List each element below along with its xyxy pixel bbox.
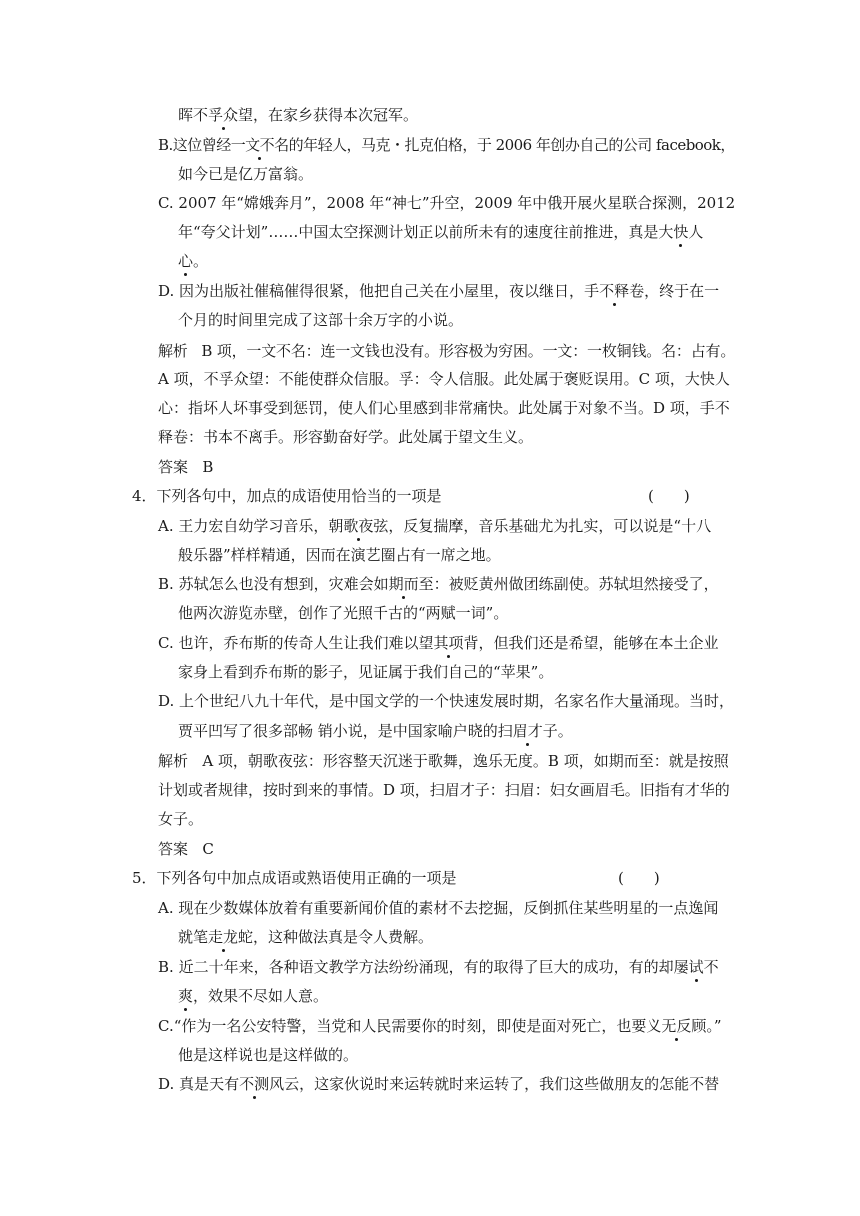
q3-option-b-line1: [158, 134, 735, 156]
dotted-idiom: 如期而至: [373, 575, 434, 593]
q3-option-d-line1: [158, 280, 719, 302]
q3-option-c-line1: [158, 192, 735, 214]
q3-option-c-line2: [178, 221, 703, 243]
q4-answer: [158, 838, 214, 860]
q3-analysis-line4: 释卷：书本不离手。形容勤奋好学。此处属于望文生义。: [158, 428, 534, 446]
analysis-label: 解析: [158, 342, 188, 360]
answer-value: B: [202, 458, 214, 476]
q3-analysis-line2: A 项，不孚众望：不能使群众信服。孚：令人信服。此处属于褒贬误用。C 项，大快人: [158, 370, 730, 388]
text: 年“夸父计划”……中国太空探测计划正以前所未有的速度往前推进，真是: [178, 223, 659, 241]
q4-analysis-line1: [158, 750, 729, 772]
text: ，在家乡获得本次冠军。: [253, 106, 419, 124]
q3-option-b-line2: 如今已是亿万富翁。: [178, 165, 314, 183]
text: 晖: [178, 106, 194, 124]
q3-a-tail-line: [178, 104, 418, 126]
q5-option-a-line1: [158, 897, 718, 919]
question-number: 4．: [132, 487, 157, 505]
q4-option-c-line2: 家身上看到乔布斯的影子，见证属于我们自己的“苹果”。: [178, 663, 554, 681]
q3-answer: [158, 456, 213, 478]
q5-stem: [132, 867, 457, 889]
text: 。: [193, 252, 209, 270]
text: ，终于在一: [644, 282, 720, 300]
option-label: B.: [158, 575, 174, 593]
text: 就: [178, 928, 194, 946]
q4-option-c-line1: [158, 632, 719, 654]
q4-option-d-line1: [158, 690, 734, 712]
option-label: D.: [158, 282, 175, 300]
text: ：被贬黄州做团练副使。苏轼坦然接受了，: [433, 575, 719, 593]
dotted-idiom: 义无反顾: [646, 1017, 707, 1035]
q4-option-b-line1: [158, 573, 719, 595]
option-label: B.: [158, 958, 174, 976]
option-label: C.: [158, 634, 174, 652]
q4-option-a-line2: 般乐器”样样精通，因而在演艺圈占有一席之地。: [178, 546, 501, 564]
dotted-idiom: 朝歌夜弦: [328, 517, 389, 535]
text: ，效果不尽如人意。: [193, 987, 329, 1005]
text: 近二十年来，各种语文教学方法纷纷涌现，有的取得了巨大的成功，有的却: [178, 958, 674, 976]
dotted-idiom: 大快人: [658, 223, 704, 241]
q3-analysis-line1: [158, 340, 735, 362]
q3-analysis-line3: 心：指坏人坏事受到惩罚，使人们心里感到非常痛快。此处属于对象不当。D 项，手不: [158, 399, 730, 417]
text: 真是: [179, 1075, 210, 1093]
option-label: C.: [158, 1017, 174, 1035]
q3-option-d-line2: 个月的时间里完成了这部十余万字的小说。: [178, 311, 464, 329]
q4-analysis-line3: 女子。: [158, 810, 204, 828]
text: 王力宏自幼学习音乐，: [178, 517, 329, 535]
q5-answer-bracket: ( ): [618, 869, 660, 887]
text: 也许，乔布斯的传奇人生让我们难以: [178, 634, 419, 652]
dotted-idiom: 爽: [178, 987, 194, 1005]
text: 贾平凹写了很多部畅 销小说，是中国家喻户晓的: [178, 722, 498, 740]
option-label: A.: [158, 517, 174, 535]
text: ，但我们还是希望，能够在本土企业: [478, 634, 719, 652]
question-number: 5．: [132, 869, 157, 887]
text: A 项，朝歌夜弦：形容整天沉迷于歌舞，逸乐无度。B 项，如期而至：就是按照: [202, 752, 729, 770]
text: ，这种做法真是令人费解。: [253, 928, 434, 946]
q5-option-b-line1: [158, 956, 719, 978]
text: 。”: [706, 1017, 722, 1035]
text: “作为一名公安特警，当党和人民需要你的时刻，即使是面对死亡，也要: [173, 1017, 647, 1035]
dotted-idiom: 手不释卷: [584, 282, 645, 300]
dotted-idiom: 天有不测风云: [209, 1075, 300, 1093]
question-stem: 下列各句中，加点的成语使用恰当的一项是: [156, 487, 442, 505]
q4-analysis-line2: 计划或者规律，按时到来的事情。D 项，扫眉才子：扫眉：妇女画眉毛。旧指有才华的: [158, 781, 730, 799]
answer-label: 答案: [158, 840, 189, 858]
dotted-idiom: 笔走龙蛇: [193, 928, 254, 946]
text: ，反复揣摩，音乐基础尤为扎实，可以说是“十八: [388, 517, 712, 535]
analysis-label: 解析: [158, 752, 189, 770]
text: 苏轼怎么也没有想到，灾难会: [178, 575, 374, 593]
q4-option-a-line1: [158, 515, 711, 537]
text: 2007 年“嫦娥奔月”，2008 年“神七”升空，2009 年中俄开展火星联合探测，2012: [178, 194, 736, 212]
text: B 项，一文不名：连一文钱也没有。形容极为穷困。一文：一枚铜钱。名：占有。: [201, 342, 736, 360]
question-stem: 下列各句中加点成语或熟语使用正确的一项是: [156, 869, 457, 887]
q5-option-c-line1: [158, 1015, 722, 1037]
q5-option-a-line2: [178, 926, 433, 948]
q4-option-d-line2: [178, 720, 573, 742]
option-label: C.: [158, 194, 174, 212]
q3-option-c-line3: [178, 250, 208, 272]
dotted-idiom: 屡试不: [673, 958, 719, 976]
option-label: A.: [158, 899, 174, 917]
option-label: B.: [158, 136, 173, 154]
text: 的年轻人，马克・扎克伯格，于 2006 年创办自己的公司 facebook，: [288, 136, 735, 154]
dotted-idiom: 望其项背: [418, 634, 479, 652]
dotted-idiom: 不孚众望: [193, 106, 254, 124]
option-label: D.: [158, 1075, 175, 1093]
text: 上个世纪八九十年代，是中国文学的一个快速发展时期，名家名作大量涌现。当时，: [179, 692, 735, 710]
text: 。: [557, 722, 573, 740]
dotted-idiom: 一文不名: [230, 136, 289, 154]
dotted-idiom: 心: [178, 252, 194, 270]
q5-option-b-line2: [178, 985, 328, 1007]
answer-label: 答案: [158, 458, 189, 476]
text: ，这家伙说时来运转就时来运转了，我们这些做朋友的怎能不替: [299, 1075, 720, 1093]
option-label: D.: [158, 692, 175, 710]
text: 这位曾经: [172, 136, 231, 154]
q4-option-b-line2: 他两次游览赤壁，创作了光照千古的“两赋一词”。: [178, 604, 509, 622]
q4-stem: [132, 485, 442, 507]
text: 现在少数媒体放着有重要新闻价值的素材不去挖掘，反倒抓住某些明星的一点逸闻: [178, 899, 719, 917]
q5-option-d-line1: [158, 1073, 719, 1095]
text: 因为出版社催稿催得很紧，他把自己关在小屋里，夜以继日，: [179, 282, 585, 300]
answer-value: C: [202, 840, 214, 858]
q5-option-c-line2: 他是这样说也是这样做的。: [178, 1046, 359, 1064]
dotted-idiom: 扫眉才子: [497, 722, 558, 740]
q4-answer-bracket: ( ): [648, 487, 690, 505]
